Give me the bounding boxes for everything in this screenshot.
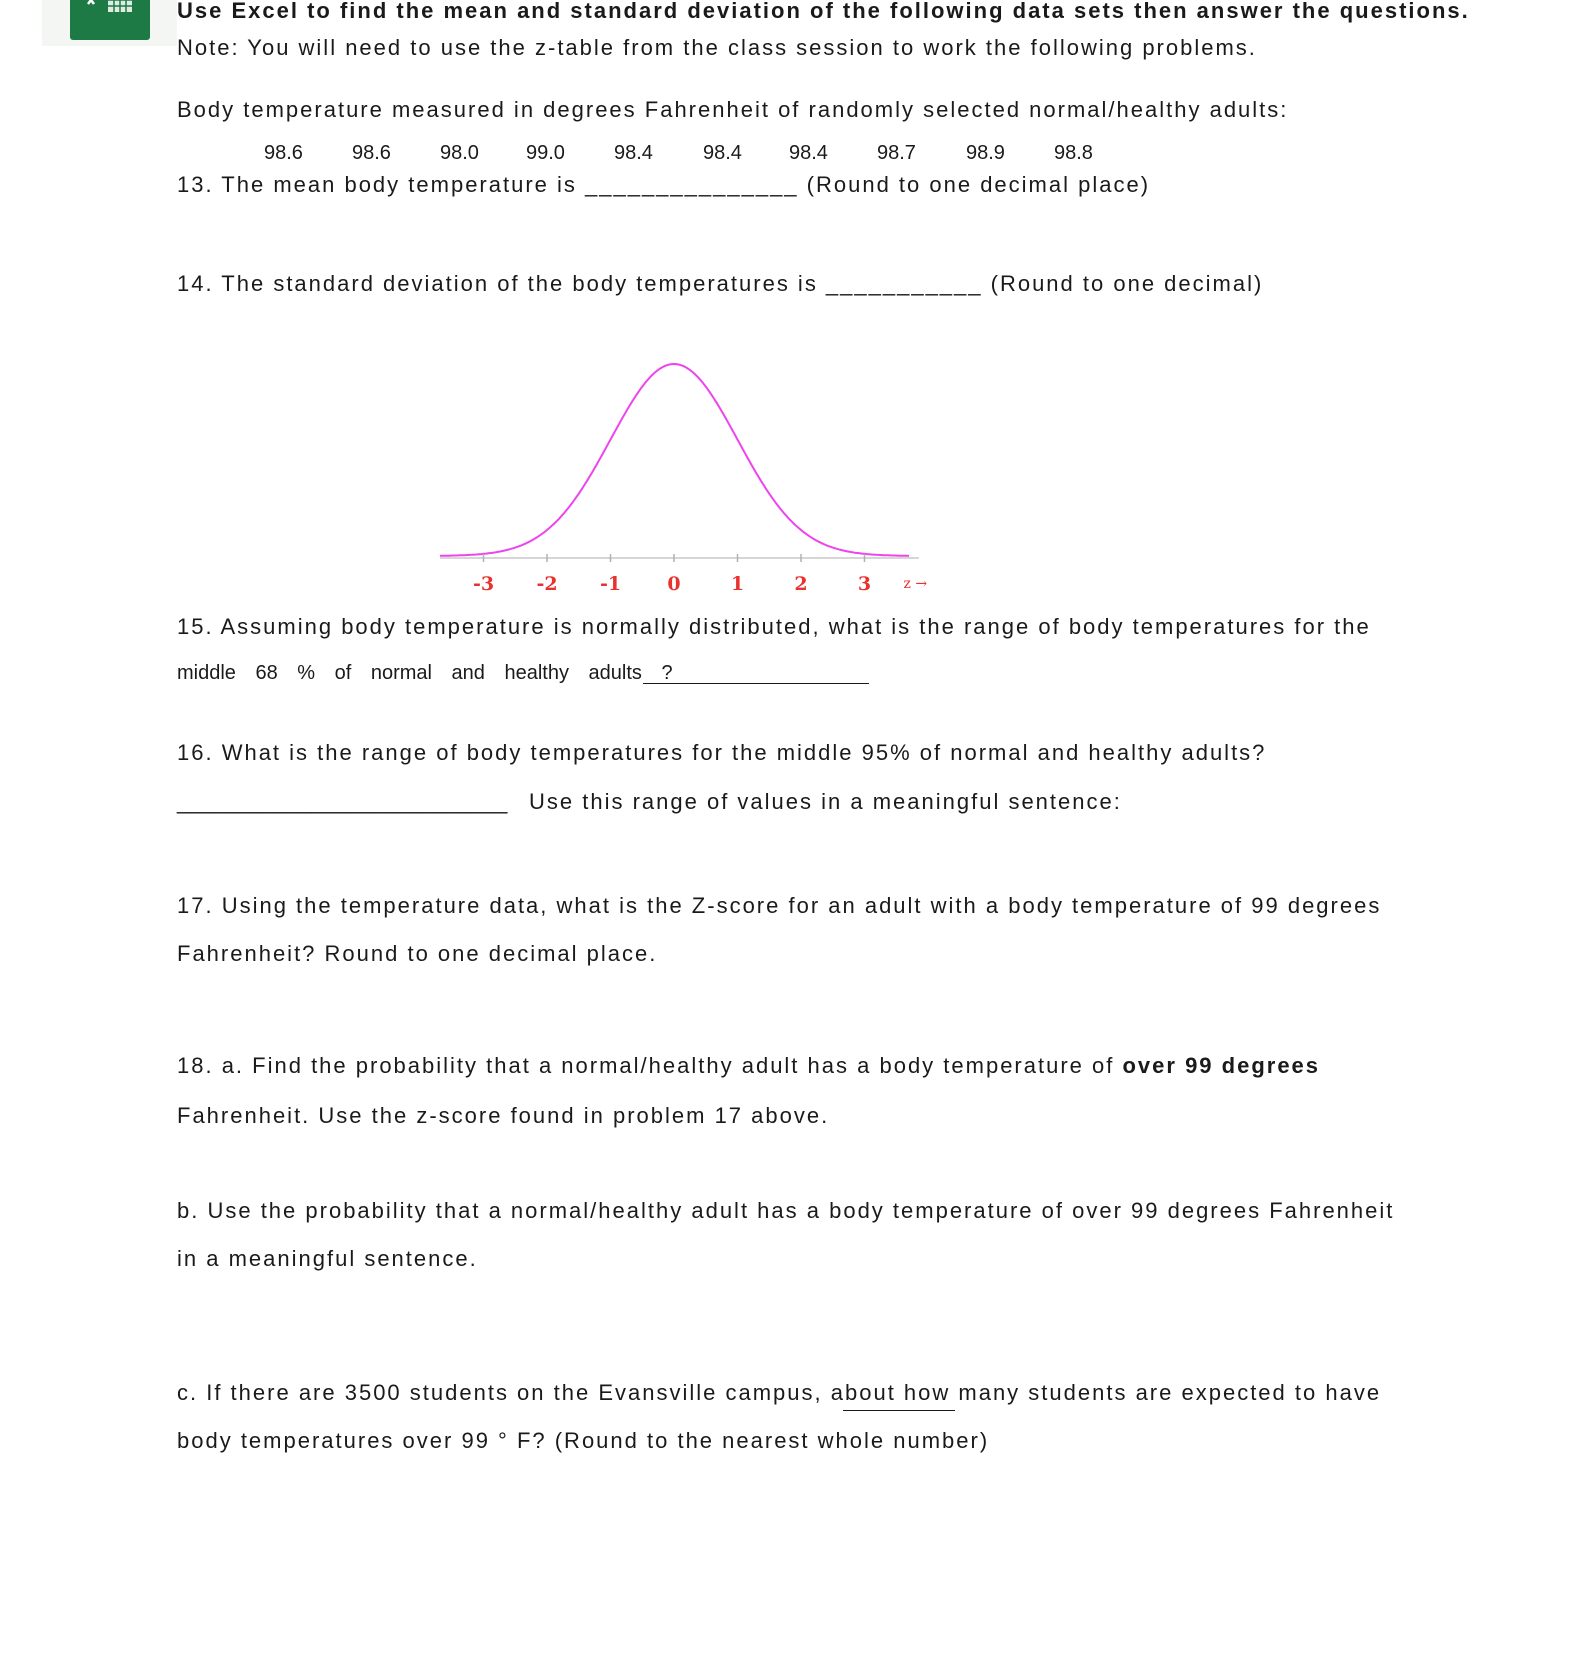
temperature-value: 98.4 xyxy=(703,142,742,164)
temperature-value: 98.4 xyxy=(789,142,828,164)
instruction-heading: Use Excel to find the mean and standard deviation of the following data sets then answer the questions. xyxy=(177,0,1470,23)
answer-blank-16: ___________________________ xyxy=(177,789,508,814)
question-18a-line-2: Fahrenheit. Use the z-score found in problem 17 above. xyxy=(177,1103,830,1128)
temperature-value: 98.8 xyxy=(1054,142,1093,164)
x-tick-label: -3 xyxy=(472,573,495,595)
question-18a-text: 18. a. Find the probability that a normal/healthy adult has a body temperature of xyxy=(177,1053,1123,1078)
x-tick-label: 3 xyxy=(857,573,872,595)
question-15-line-2: middle 68 % of normal and healthy adults ? xyxy=(177,662,673,684)
question-15-line-1: 15. Assuming body temperature is normally distributed, what is the range of body temperatures for the xyxy=(177,614,1371,639)
question-18c-line-2: body temperatures over 99 ° F? (Round to the nearest whole number) xyxy=(177,1428,990,1453)
question-17-line-1: 17. Using the temperature data, what is the Z-score for an adult with a body temperature of 99 degrees xyxy=(177,893,1382,918)
answer-blank-18c xyxy=(843,1410,955,1411)
temperature-value: 98.0 xyxy=(440,142,479,164)
dataset-intro: Body temperature measured in degrees Fahrenheit of randomly selected normal/healthy adults: xyxy=(177,97,1289,122)
answer-blank-15 xyxy=(643,683,869,684)
x-tick-label: 1 xyxy=(730,573,745,595)
question-16-line-2: Use this range of values in a meaningful sentence: xyxy=(529,789,1122,814)
temperature-value: 99.0 xyxy=(526,142,565,164)
x-tick-label: 0 xyxy=(667,573,681,595)
x-tick-label: -1 xyxy=(599,573,622,595)
z-axis-label: z → xyxy=(903,576,928,592)
question-18c-line-1: c. If there are 3500 students on the Evansville campus, about how many students are expected to have xyxy=(177,1380,1382,1405)
question-17-line-2: Fahrenheit? Round to one decimal place. xyxy=(177,941,658,966)
question-18a-line-1 xyxy=(177,1053,1320,1079)
question-14: 14. The standard deviation of the body temperatures is ___________ (Round to one decimal) xyxy=(177,271,1264,296)
normal-distribution-chart xyxy=(440,360,960,610)
temperature-value: 98.6 xyxy=(352,142,391,164)
temperature-value: 98.6 xyxy=(264,142,303,164)
normal-curve-line xyxy=(440,364,909,556)
question-18b-line-2: in a meaningful sentence. xyxy=(177,1246,478,1271)
temperature-value: 98.7 xyxy=(877,142,916,164)
question-13: 13. The mean body temperature is _______________ (Round to one decimal place) xyxy=(177,172,1151,197)
x-tick-label: 2 xyxy=(794,573,808,595)
question-18b-line-1: b. Use the probability that a normal/healthy adult has a body temperature of over 99 degrees Fahrenheit xyxy=(177,1198,1395,1223)
temperature-value: 98.4 xyxy=(614,142,653,164)
x-tick-label: -2 xyxy=(536,573,558,595)
question-18a-emphasis: over 99 degrees xyxy=(1122,1053,1321,1078)
note-text: Note: You will need to use the z-table from the class session to work the following problems. xyxy=(177,35,1257,60)
question-16-line-1: 16. What is the range of body temperatures for the middle 95% of normal and healthy adults? xyxy=(177,740,1267,765)
excel-icon xyxy=(70,0,150,40)
temperature-value: 98.9 xyxy=(966,142,1005,164)
